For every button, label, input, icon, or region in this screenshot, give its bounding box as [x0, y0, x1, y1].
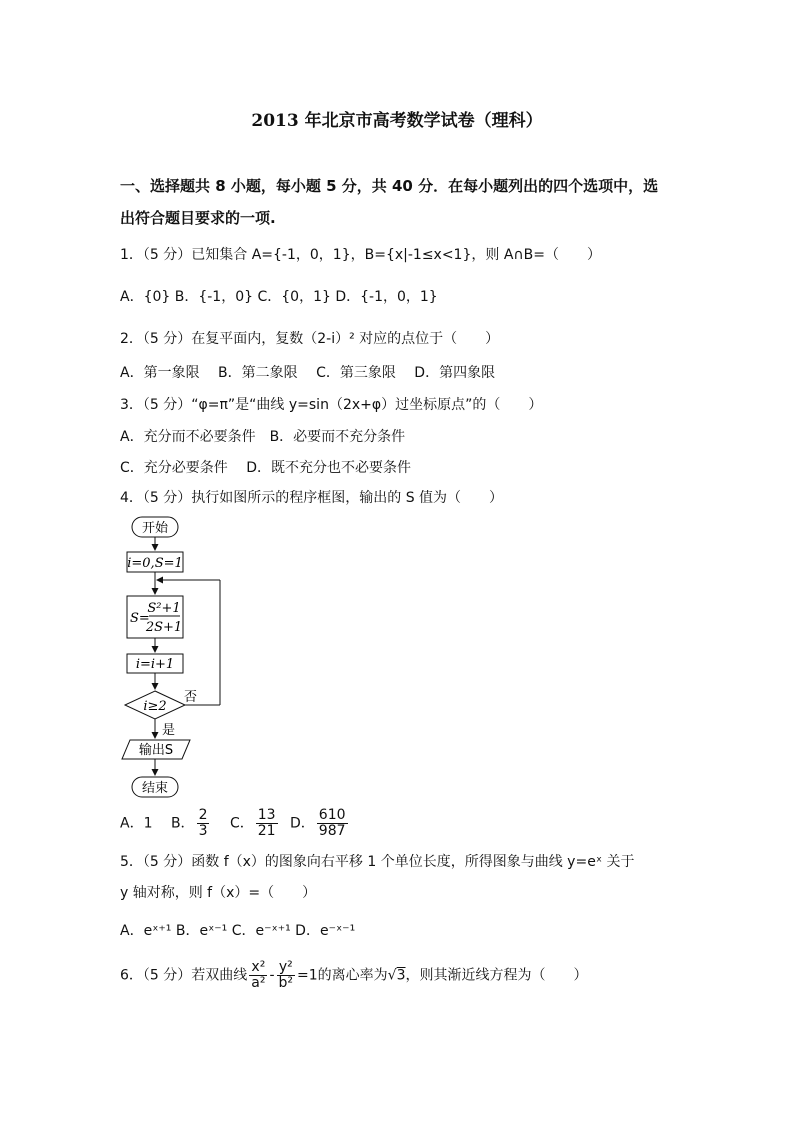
q6-minus: -	[269, 967, 275, 984]
q4-option-d-fraction: $\frac{610}{987}$	[318, 807, 346, 839]
question-5-line1: 5．（5 分）函数 f（x）的图象向右平移 1 个单位长度，所得图象与曲线 y=eˣ 关于	[120, 854, 635, 870]
flow-yes-label: 是	[162, 723, 176, 738]
question-4: 4．（5 分）执行如图所示的程序框图，输出的 S 值为（ ）	[120, 490, 504, 506]
q4-option-b-label: B．	[170, 815, 195, 832]
q4-option-c-label: C．	[229, 815, 254, 832]
flow-assign-numerator: S²+1	[147, 601, 181, 616]
program-flowchart	[118, 512, 228, 802]
q4-option-c-fraction: $\frac{13}{21}$	[257, 807, 276, 839]
question-2: 2．（5 分）在复平面内，复数（2-i）² 对应的点位于（ ）	[120, 331, 500, 347]
q6-fraction-x: $\frac{\text{x²}}{\text{a²}}$	[251, 959, 266, 991]
question-5-line2: y 轴对称，则 f（x）=（ ）	[120, 885, 317, 901]
q6-suffix: ，则其渐近线方程为（ ）	[405, 967, 588, 984]
q6-middle: 的离心率为	[317, 967, 388, 984]
flow-end-label: 结束	[141, 781, 169, 796]
q4-option-b-fraction: $\frac{2}{3}$	[198, 807, 208, 839]
question-2-options: A．第一象限 B．第二象限 C．第三象限 D．第四象限	[120, 365, 496, 381]
flow-output-label: 输出S	[138, 743, 174, 758]
flow-condition-label: i≥2	[143, 699, 167, 714]
section-heading-line2: 出符合题目要求的一项.	[120, 209, 276, 227]
q4-option-d-label: D．	[290, 815, 315, 832]
question-1: 1．（5 分）已知集合 A={-1，0，1}，B={x|-1≤x<1}，则 A∩B=（ ）	[120, 247, 601, 263]
flow-increment-label: i=i+1	[135, 657, 175, 672]
q6-equals: =1	[297, 967, 318, 984]
q6-sqrt-value: 3	[396, 967, 406, 984]
flow-init-label: i=0,S=1	[127, 556, 183, 571]
question-1-options: A．{0} B．{-1，0} C．{0，1} D．{-1，0，1}	[120, 289, 438, 305]
q6-fraction-y: $\frac{\text{y²}}{\text{b²}}$	[278, 959, 294, 991]
flow-start-label: 开始	[141, 521, 169, 536]
q4-option-a-value: 1	[143, 815, 153, 832]
q6-sqrt-symbol: √	[387, 967, 397, 984]
question-6	[120, 960, 588, 991]
flow-assign-denominator: 2S+1	[145, 620, 183, 635]
question-3-options-ab: A．充分而不必要条件 B．必要而不充分条件	[120, 429, 406, 445]
section-heading-line1: 一、选择题共 8 小题，每小题 5 分，共 40 分．在每小题列出的四个选项中，选	[120, 177, 659, 195]
q4-option-a-label: A．	[120, 815, 144, 832]
flow-no-label: 否	[184, 690, 198, 705]
flow-assign-lhs: S=	[130, 611, 150, 626]
q6-prefix: 6．（5 分）若双曲线	[120, 967, 248, 984]
page-title: 2013 年北京市高考数学试卷（理科）	[251, 111, 543, 131]
question-3-options-cd: C．充分必要条件 D．既不充分也不必要条件	[120, 460, 412, 476]
question-5-options: A．eˣ⁺¹ B．eˣ⁻¹ C．e⁻ˣ⁺¹ D．e⁻ˣ⁻¹	[120, 923, 356, 939]
question-4-options	[120, 808, 350, 839]
question-3: 3．（5 分）“φ=π”是“曲线 y=sin（2x+φ）过坐标原点”的（ ）	[120, 397, 543, 413]
